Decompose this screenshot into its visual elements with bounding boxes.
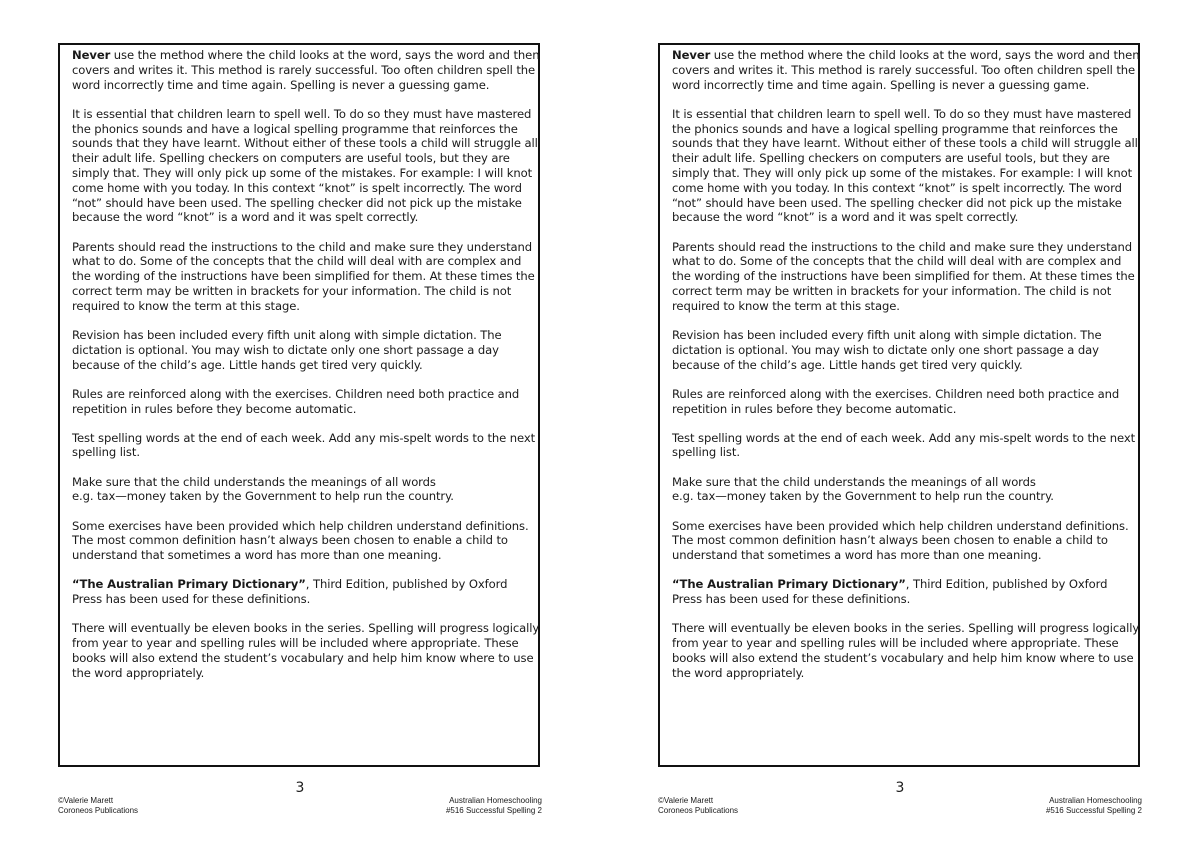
- paragraph-1: Never use the method where the child looks at the word, says the word and then covers and writes it. This method is rarely successful. Too often children spell the word incorrectly time and time again. Spelling is never a guessing game.: [672, 48, 1140, 92]
- paragraph-1: Never use the method where the child looks at the word, says the word and then covers and writes it. This method is rarely successful. Too often children spell the word incorrectly time and time again. Spelling is never a guessing game.: [72, 48, 540, 92]
- body-text: [72, 48, 540, 695]
- paragraph-10: There will eventually be eleven books in the series. Spelling will progress logically from year to year and spelling rules will be included where appropriate. These books will also extend the student’s vocabulary and help him know where to use the word appropriately.: [672, 621, 1140, 680]
- page-number: 3: [295, 780, 305, 796]
- paragraph-6: Test spelling words at the end of each week. Add any mis-spelt words to the next spelling list.: [72, 430, 536, 460]
- footer-series: Australian Homeschooling: [449, 796, 542, 805]
- paragraph-5: Rules are reinforced along with the exercises. Children need both practice and repetition in rules before they become automatic.: [72, 386, 520, 416]
- paragraph-2: It is essential that children learn to spell well. To do so they must have mastered the phonics sounds and have a logical spelling programme that reinforces the sounds that they have learnt. Without either of these tools a child will struggle all their adult life. Spelling checkers on computers are useful tools, but they are simply that. They will only pick up some of the mistakes. For example: I will knot come home with you today. In this context “knot” is spelt incorrectly. The word “not” should have been used. The spelling checker did not pick up the mistake because the word “knot” is a word and it was spelt correctly.: [672, 106, 1138, 225]
- paragraph-3: Parents should read the instructions to the child and make sure they understand what to do. Some of the concepts that the child will deal with are complex and the wording of the instructions have been simplified for them. At these times the correct term may be written in brackets for your information. The child is not required to know the term at this stage.: [72, 239, 535, 313]
- footer-book-title: #516 Successful Spelling 2: [1045, 806, 1142, 815]
- paragraph-2: It is essential that children learn to spell well. To do so they must have mastered the phonics sounds and have a logical spelling programme that reinforces the sounds that they have learnt. Without either of these tools a child will struggle all their adult life. Spelling checkers on computers are useful tools, but they are simply that. They will only pick up some of the mistakes. For example: I will knot come home with you today. In this context “knot” is spelt incorrectly. The word “not” should have been used. The spelling checker did not pick up the mistake because the word “knot” is a word and it was spelt correctly.: [72, 106, 538, 225]
- paragraph-7: Make sure that the child understands the meanings of all words e.g. tax—money taken by the Government to help run the country.: [672, 474, 1054, 504]
- footer-copyright: ©Valerie Marett: [58, 796, 114, 805]
- right-page: [600, 0, 1200, 849]
- paragraph-8: Some exercises have been provided which help children understand definitions. The most common definition hasn’t always been chosen to enable a child to understand that sometimes a word has more than one meaning.: [672, 518, 1129, 563]
- footer-book-title: #516 Successful Spelling 2: [445, 806, 542, 815]
- footer-left: [58, 796, 138, 816]
- paragraph-9: “The Australian Primary Dictionary”, Third Edition, published by Oxford Press has been used for these definitions.: [672, 577, 1108, 607]
- footer-right: [1046, 796, 1142, 816]
- footer-left: [658, 796, 738, 816]
- paragraph-10: There will eventually be eleven books in the series. Spelling will progress logically from year to year and spelling rules will be included where appropriate. These books will also extend the student’s vocabulary and help him know where to use the word appropriately.: [72, 621, 540, 680]
- footer-series: Australian Homeschooling: [1049, 796, 1142, 805]
- body-text: [672, 48, 1140, 695]
- footer-copyright: ©Valerie Marett: [658, 796, 714, 805]
- footer-publisher: Coroneos Publications: [658, 806, 739, 815]
- paragraph-4: Revision has been included every fifth unit along with simple dictation. The dictation is optional. You may wish to dictate only one short passage a day because of the child’s age. Little hands get tired very quickly.: [72, 327, 502, 372]
- paragraph-7: Make sure that the child understands the meanings of all words e.g. tax—money taken by the Government to help run the country.: [72, 474, 454, 504]
- page-number: 3: [895, 780, 905, 796]
- paragraph-9: “The Australian Primary Dictionary”, Third Edition, published by Oxford Press has been used for these definitions.: [72, 577, 508, 607]
- paragraph-4: Revision has been included every fifth unit along with simple dictation. The dictation is optional. You may wish to dictate only one short passage a day because of the child’s age. Little hands get tired very quickly.: [672, 327, 1102, 372]
- paragraph-8: Some exercises have been provided which help children understand definitions. The most common definition hasn’t always been chosen to enable a child to understand that sometimes a word has more than one meaning.: [72, 518, 529, 563]
- paragraph-6: Test spelling words at the end of each week. Add any mis-spelt words to the next spelling list.: [672, 430, 1136, 460]
- footer-publisher: Coroneos Publications: [58, 806, 139, 815]
- footer-right: [446, 796, 542, 816]
- paragraph-5: Rules are reinforced along with the exercises. Children need both practice and repetition in rules before they become automatic.: [672, 386, 1120, 416]
- paragraph-3: Parents should read the instructions to the child and make sure they understand what to do. Some of the concepts that the child will deal with are complex and the wording of the instructions have been simplified for them. At these times the correct term may be written in brackets for your information. The child is not required to know the term at this stage.: [672, 239, 1135, 313]
